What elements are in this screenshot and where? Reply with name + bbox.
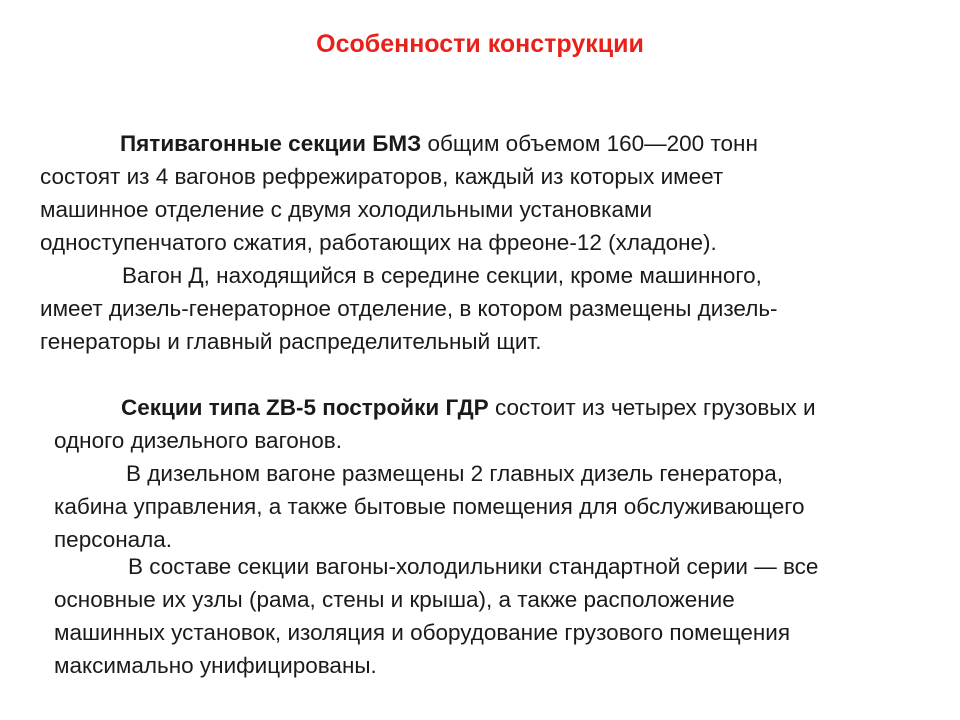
paragraph-line: генераторы и главный распределительный щит. [40,329,542,354]
slide-title: Особенности конструкции [316,30,644,58]
paragraph-line: В составе секции вагоны-холодильники стандартной серии — все [128,554,819,579]
paragraph-line [40,127,758,160]
paragraph-line: Вагон Д, находящийся в середине секции, кроме машинного, [122,263,762,288]
paragraph-line: максимально унифицированы. [54,653,377,678]
paragraph-diesel-wagon [54,457,805,556]
paragraph-bmz-sections [40,127,758,259]
paragraph-line: одноступенчатого сжатия, работающих на фреоне-12 (хладоне). [40,230,717,255]
paragraph-line: персонала. [54,527,173,552]
paragraph-wagon-d [40,259,778,358]
paragraph-line: имеет дизель-генераторное отделение, в котором размещены дизель- [40,296,778,321]
lead-rest-text: общим объемом 160—200 тонн [421,131,758,156]
paragraph-line: В дизельном вагоне размещены 2 главных дизель генератора, [126,461,783,486]
paragraph-zb5-sections [54,391,816,457]
paragraph-line: машинных установок, изоляция и оборудование грузового помещения [54,620,791,645]
paragraph-line: основные их узлы (рама, стены и крыша), а также расположение [54,587,735,612]
bold-lead-text: Секции типа ZB-5 постройки ГДР [121,395,489,420]
lead-rest-text: состоит из четырех грузовых и [488,395,816,420]
paragraph-line: машинное отделение с двумя холодильными установками [40,197,653,222]
paragraph-line [54,391,816,424]
paragraph-line: состоят из 4 вагонов рефрежираторов, каждый из которых имеет [40,164,724,189]
paragraph-line: одного дизельного вагонов. [54,428,342,453]
bold-lead-text: Пятивагонные секции БМЗ [120,131,422,156]
paragraph-standard-series [54,550,818,682]
paragraph-line: кабина управления, а также бытовые помещения для обслуживающего [54,494,805,519]
